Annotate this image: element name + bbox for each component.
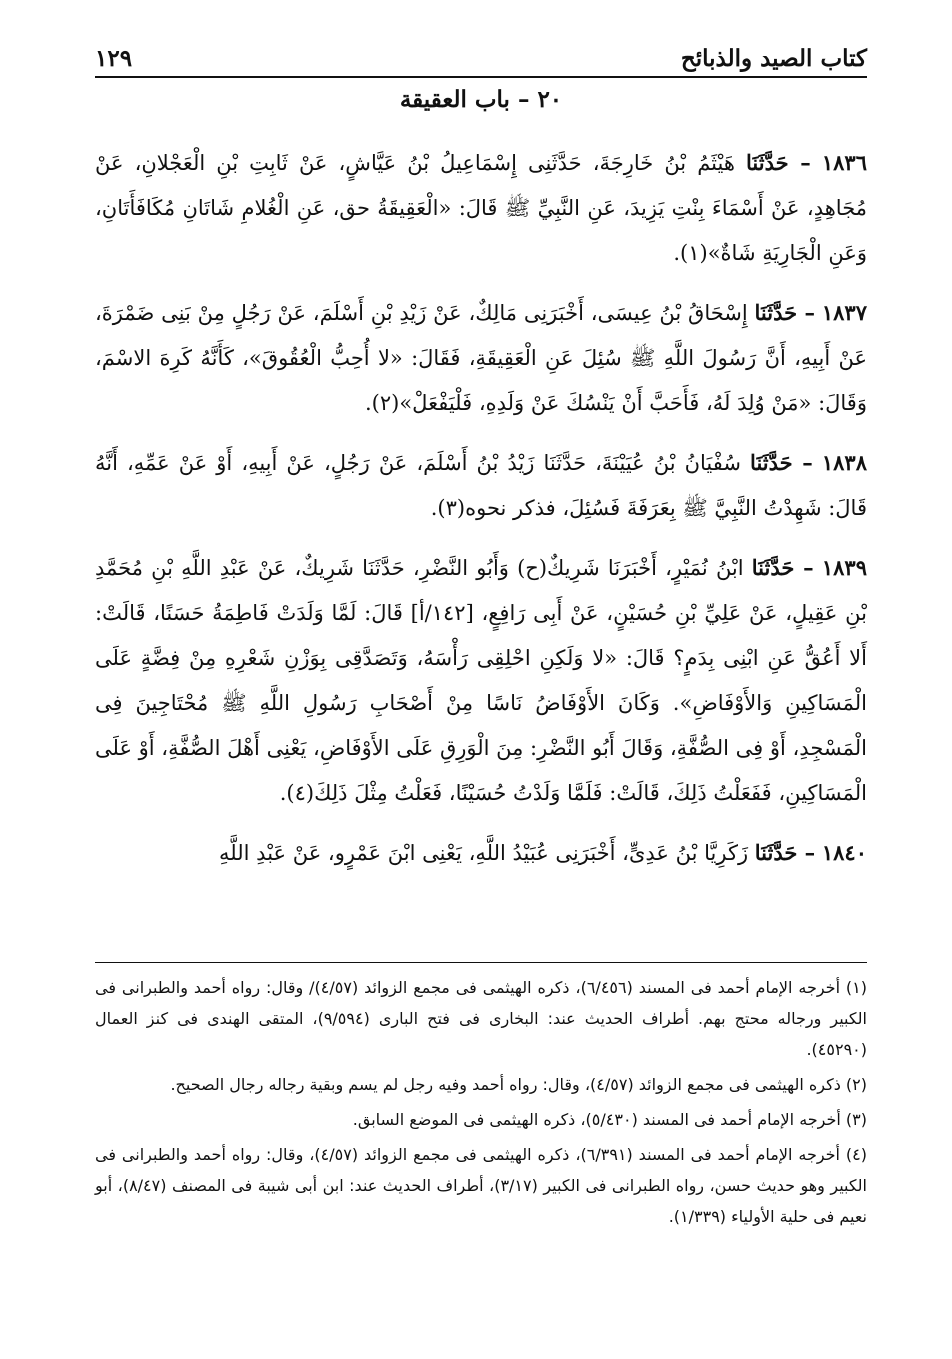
chapter-title: ٢٠ – باب العقيقة — [399, 86, 563, 113]
hadith-lead: – حَدَّثَنَا — [746, 150, 811, 175]
hadith-1836 — [95, 140, 867, 276]
hadith-text: سُفْيَانُ بْنُ عُيَيْنَةَ، حَدَّثَنَا زَيْدُ بْنُ أَسْلَمَ، عَنْ رَجُلٍ، عَنْ أَبِيهِ، أَوْ عَنْ عَمِّهِ، أَنَّهُ قَالَ: شَهِدْتُ النَّبِيَّ ﷺ بِعَرَفَةَ فَسُئِلَ، فذكر نحوه(٣). — [95, 451, 867, 520]
hadith-lead: – حَدَّثَنَا — [754, 300, 816, 325]
hadith-text: إِسْحَاقُ بْنُ عِيسَى، أَخْبَرَنِى مَالِكٌ، عَنْ زَيْدِ بْنِ أَسْلَمَ، عَنْ رَجُلٍ مِنْ بَنِى ضَمْرَةَ، عَنْ أَبِيهِ، أَنَّ رَسُولَ اللَّهِ ﷺ سُئِلَ عَنِ الْعَقِيقَةِ، فَقَالَ: «لا أُحِبُّ الْعُقُوقَ»، كَأَنَّهُ كَرِهَ الاسْمَ، وَقَالَ: «مَنْ وُلِدَ لَهُ، فَأَحَبَّ أَنْ يَنْسُكَ عَنْ وَلَدِهِ، فَلْيَفْعَلْ»(٢). — [95, 301, 867, 415]
hadith-text: هَيْثَمُ بْنُ خَارِجَةَ، حَدَّثَنِى إِسْمَاعِيلُ بْنُ عَيَّاشٍ، عَنْ ثَابِتِ بْنِ الْعَجْلانِ، عَنْ مُجَاهِدٍ، عَنْ أَسْمَاءَ بِنْتِ يَزِيدَ، عَنِ النَّبِيِّ ﷺ قَالَ: «الْعَقِيقَةُ حق، عَنِ الْغُلامِ شَاتَانِ مُكَافَأَتَانِ، وَعَنِ الْجَارِيَةِ شَاةٌ»(١). — [95, 151, 867, 265]
hadith-lead: – حَدَّثَنَا — [754, 840, 816, 865]
header-rule — [95, 76, 867, 78]
hadith-number: ١٨٣٦ — [821, 150, 867, 175]
footnote-rule — [95, 962, 867, 963]
footnote-3: (٣) أخرجه الإمام أحمد فى المسند (٥/٤٣٠)، ذكره الهيثمى فى الموضع السابق. — [352, 1110, 867, 1129]
hadith-1839 — [95, 545, 867, 816]
hadith-lead: – حَدَّثَنَا — [751, 555, 814, 580]
hadith-text: ابْنُ نُمَيْرٍ، أَخْبَرَنَا شَرِيكٌ(ح) وَأَبُو النَّضْرِ، حَدَّثَنَا شَرِيكٌ، عَنْ عَبْدِ اللَّهِ بْنِ مُحَمَّدِ بْنِ عَقِيلٍ، عَنْ عَلِيِّ بْنِ حُسَيْنٍ، عَنْ أَبِى رَافِعٍ، [١٤٢/أ] قَالَ: لَمَّا وَلَدَتْ فَاطِمَةُ حَسَنًا، قَالَتْ: أَلا أَعُقُّ عَنِ ابْنِى بِدَمٍ؟ قَالَ: «لا وَلَكِنِ احْلِقِى رَأْسَهُ، وَتَصَدَّقِى بِوَزْنِ شَعْرِهِ مِنْ فِضَّةٍ عَلَى الْمَسَاكِينِ وَالأَوْفَاضِ». وَكَانَ الأَوْفَاضُ نَاسًا مِنْ أَصْحَابِ رَسُولِ اللَّهِ ﷺ مُحْتَاجِينَ فِى الْمَسْجِدِ، أَوْ فِى الصُّفَّةِ، وَقَالَ أَبُو النَّضْرِ: مِنَ الْوَرِقِ عَلَى الأَوْفَاضِ، يَعْنِى أَهْلَ الصُّفَّةِ، أَوْ عَلَى الْمَسَاكِينِ، فَفَعَلْتُ ذَلِكَ، قَالَتْ: فَلَمَّا وَلَدْتُ حُسَيْنًا، فَعَلْتُ مِثْلَ ذَلِكَ(٤). — [94, 556, 867, 805]
hadith-number: ١٨٣٩ — [821, 555, 867, 580]
footnotes — [95, 972, 867, 1236]
footnote-2: (٢) ذكره الهيثمى فى مجمع الزوائد (٤/٥٧)، وقال: رواه أحمد وفيه رجل لم يسم وبقية رجاله رجال الصحيح. — [170, 1075, 867, 1094]
hadith-number: ١٨٣٧ — [821, 300, 867, 325]
hadith-1837 — [95, 290, 867, 426]
page-number: ١٢٩ — [95, 45, 133, 72]
running-header — [95, 28, 867, 72]
hadith-lead: – حَدَّثَنَا — [750, 450, 813, 475]
footnote-1: (١) أخرجه الإمام أحمد فى المسند (٦/٤٥٦)، ذكره الهيثمى فى مجمع الزوائد (٤/٥٧)/ وقال: رواه أحمد والطبرانى فى الكبير ورجاله محتج بهم. أطراف الحديث عند: البخارى فى فتح البارى (٩/٥٩٤)، المتقى الهندى فى كنز العمال (٤٥٢٩٠). — [95, 978, 868, 1059]
hadith-body — [95, 140, 867, 890]
hadith-text: زَكَرِيَّا بْنُ عَدِىٍّ، أَخْبَرَنِى عُبَيْدُ اللَّهِ، يَعْنِى ابْنَ عَمْرٍو، عَنْ عَبْدِ اللَّهِ — [219, 841, 749, 865]
hadith-1838 — [95, 440, 867, 531]
hadith-number: ١٨٣٨ — [821, 450, 867, 475]
footnote-4: (٤) أخرجه الإمام أحمد فى المسند (٦/٣٩١)، ذكره الهيثمى فى مجمع الزوائد (٤/٥٧)، وقال: رواه أحمد والطبرانى فى الكبير وهو حديث حسن، رواه الطبرانى فى الكبير (٣/١٧)، أطراف الحديث عند: ابن أبى شيبة فى المصنف (٨/٤٧)، أبو نعيم فى حلية الأولياء (١/٣٣٩). — [95, 1145, 868, 1226]
hadith-1840 — [95, 830, 867, 876]
book-title: كتاب الصيد والذبائح — [680, 45, 867, 72]
hadith-number: ١٨٤٠ — [821, 840, 867, 865]
